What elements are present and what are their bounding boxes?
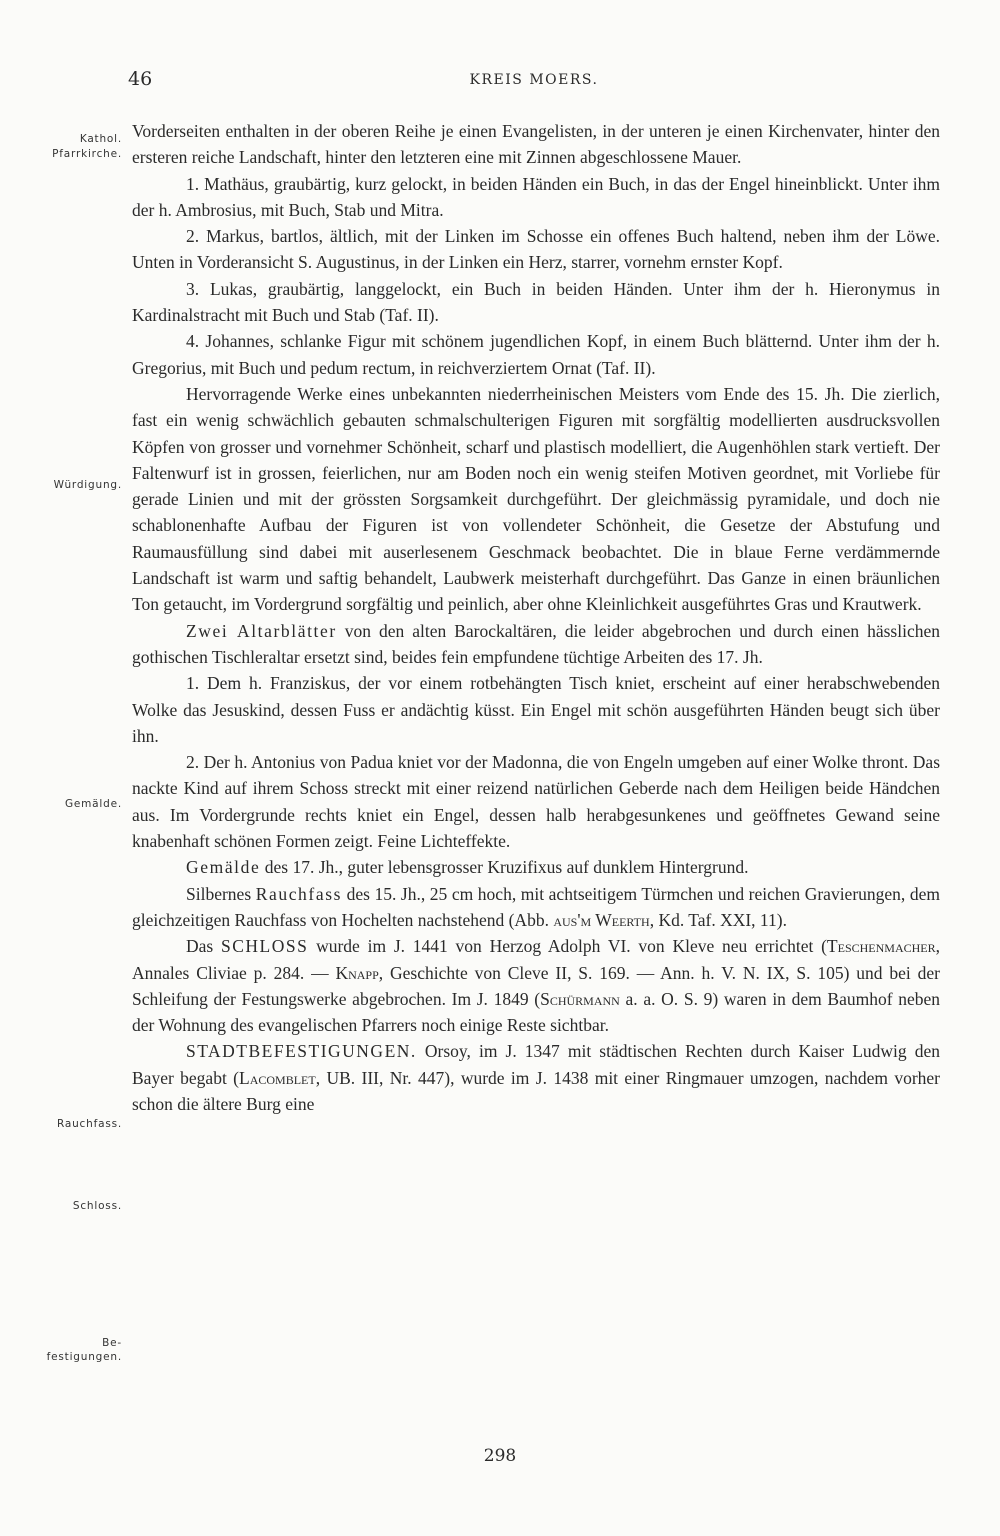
author-name: Schürmann (540, 988, 620, 1009)
text-run: , Kd. Taf. XXI, 11). (649, 909, 787, 930)
paragraph: 1. Dem h. Franziskus, der vor einem rotbehängten Tisch kniet, erscheint auf einer herabschwebenden Wolke das Jesuskind, dessen Fuss er andächtig küsst. Ein Engel mit schön ausgeführten Händen beugt sich über ihn. (132, 673, 940, 746)
paragraph: Hervorragende Werke eines unbekannten niederrheinischen Meisters vom Ende des 15. Jh. Die zierlich, fast ein wenig schwächlich gebauten schmalschulterigen Figuren mit sorgfältig modellierten ausdrucksvollen Köpfen von grosser und vornehmer Schönheit, scharf und plastisch modelliert, die Augenhöhlen stark vertieft. Der Faltenwurf ist in grossen, feierlichen, nur am Boden noch ein wenig steifen Motiven geordnet, mit Vorliebe für gerade Linien und mit der grössten Sorgsamkeit durchgeführt. Der gleichmässig pyramidale, und doch nie schablonenhafte Aufbau der Figuren ist von vollendeter Schönheit, die Gesetze der Abstufung und Raumausfüllung sind dabei mit auserlesenem Geschmack beobachtet. Die in blaue Ferne verdämmernde Landschaft ist warm und saftig behandelt, Laubwerk meisterhaft durchgeführt. Das Ganze in einen bräunlichen Ton getaucht, im Vordergrund sorgfältig und peinlich, aber ohne Kleinlichkeit ausgeführtes Gras und Krautwerk. (132, 383, 940, 615)
paragraph (132, 881, 940, 934)
margin-note-schloss: Schloss. (72, 1200, 122, 1212)
margin-note-gemaelde: Gemälde. (64, 798, 122, 810)
paragraph: 2. Der h. Antonius von Padua kniet vor der Madonna, die von Engeln umgeben auf einer Wolke thront. Das nackte Kind auf ihrem Schoss streckt mit einer reizend natürlichen Geberde nach dem Heiligen beide Händchen aus. Im Vordergrunde rechts kniet ein Engel, dessen halb herabgesunkenes und geöffnetes Gewand seine knabenhaft schönen Formen zeigt. Feine Lichteffekte. (132, 752, 940, 852)
paragraph: 4. Johannes, schlanke Figur mit schönem jugendlichen Kopf, in einem Buch blätternd. Unter ihm der h. Gregorius, mit Buch und pedum rectum, in reichverziertem Ornat (Taf. II). (132, 331, 940, 378)
text-run: , UB. III, Nr. 447), wurde im J. 1438 mit einer Ringmauer umzogen, nachdem vorher schon die ältere Burg eine (132, 1067, 940, 1114)
spaced-term: Rauchfass (255, 883, 343, 904)
section-term: STADTBEFESTIGUNGEN. (186, 1041, 417, 1062)
text-run: von den alten Barockaltären, die leider abgebrochen und durch einen hässlichen gothischen Tischleraltar ersetzt sind, beides fein empfundene tüchtige Arbeiten des 17. Jh. (132, 620, 940, 667)
text-run: a. a. O. S. 9) waren in dem Baumhof neben der Wohnung des evangelischen Pfarrers noch einige Reste sichtbar. (132, 988, 941, 1036)
section-term: SCHLOSS (220, 936, 309, 957)
margin-note-wuerdigung: Würdigung. (53, 479, 122, 491)
margin-note-pfarrkirche: Pfarrkirche. (52, 148, 122, 160)
text-run: des 17. Jh., guter lebensgrosser Kruzifixus auf dunklem Hintergrund. (260, 857, 749, 878)
margin-note-festigungen: festigungen. (46, 1351, 122, 1363)
paragraph: 3. Lukas, graubärtig, langgelockt, ein Buch in beiden Händen. Unter ihm der h. Hieronymus in Kardinalstracht mit Buch und Stab (Taf. II). (132, 278, 940, 326)
text-run: , Annales Cliviae p. 284. — (132, 936, 940, 983)
paragraph (132, 933, 940, 1038)
paragraph (132, 1038, 940, 1117)
spaced-term: Zwei Altarblätter (186, 620, 337, 641)
paragraph (132, 854, 940, 880)
text-run: des 15. Jh., 25 cm hoch, mit achtseitigem Türmchen und reichen Gravierungen, dem gleichzeitigen Rauchfass von Hochelten nachstehend (Abb. (132, 883, 940, 930)
margin-note-be: Be- (102, 1337, 122, 1349)
paragraph: 1. Mathäus, graubärtig, kurz gelockt, in beiden Händen ein Buch, in das der Engel hineinblickt. Unter ihm der h. Ambrosius, mit Buch, Stab und Mitra. (132, 173, 940, 220)
author-name: Teschenmacher (826, 936, 936, 957)
paragraph (132, 618, 940, 671)
body-text (132, 118, 940, 1117)
paragraph: 2. Markus, bartlos, ältlich, mit der Linken im Schosse ein offenes Buch haltend, neben ihm der Löwe. Unten in Vorderansicht S. Augustinus, in der Linken ein Herz, starrer, vornehm ernster Kopf. (132, 226, 940, 273)
author-name: Knapp (335, 962, 379, 983)
margin-note-kathol: Kathol. (79, 133, 122, 145)
signature-mark: 298 (483, 1446, 517, 1466)
text-run: Silbernes (186, 883, 256, 904)
spaced-term: Gemälde (186, 857, 261, 878)
running-title: KREIS MOERS. (469, 72, 599, 88)
page-header (128, 68, 940, 98)
author-name: aus'm Weerth (553, 909, 650, 930)
margin-note-rauchfass: Rauchfass. (57, 1118, 122, 1130)
page-number: 46 (128, 68, 153, 90)
text-run: wurde im J. 1441 von Herzog Adolph VI. von Kleve neu errichtet ( (308, 936, 827, 957)
paragraph: Vorderseiten enthalten in der oberen Reihe je einen Evangelisten, in der unteren je einen Kirchenvater, hinter den ersteren reiche Landschaft, hinter den letzteren eine mit Zinnen abgeschlossene Mauer. (132, 121, 940, 168)
author-name: Lacomblet (239, 1067, 316, 1088)
text-run: Das (186, 936, 221, 957)
text-run: , Geschichte von Cleve II, S. 169. — Ann. h. V. N. IX, S. 105) und bei der Schleifung der Festungswerke abgebrochen. Im J. 1849 ( (132, 962, 941, 1009)
text-run: Orsoy, im J. 1347 mit städtischen Rechten durch Kaiser Ludwig den Bayer begabt ( (132, 1041, 940, 1088)
